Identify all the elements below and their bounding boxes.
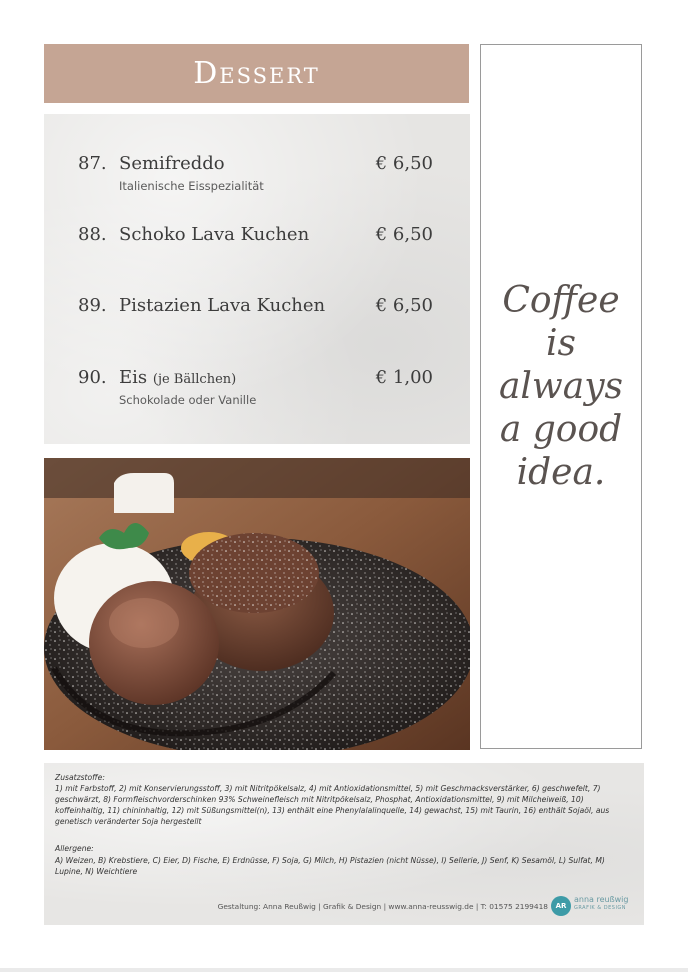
item-number: 89.	[78, 295, 107, 316]
quote-line: idea.	[516, 452, 606, 493]
quote-line: always	[498, 366, 624, 407]
milk-jug	[114, 473, 174, 513]
dessert-menu-list	[44, 114, 470, 444]
item-name: Schoko Lava Kuchen	[119, 224, 310, 245]
item-price: € 6,50	[375, 295, 433, 316]
item-name-note: (je Bällchen)	[152, 372, 237, 387]
designer-logo-text	[574, 896, 628, 912]
allergens-title: Allergene:	[55, 844, 94, 853]
menu-header	[44, 44, 469, 103]
item-description: Schokolade oder Vanille	[119, 393, 257, 407]
quote-line: Coffee	[502, 280, 620, 321]
lava-cake-illustration	[44, 458, 470, 750]
item-name-text: Eis	[119, 367, 148, 388]
page-title: Dessert	[193, 56, 320, 91]
item-number: 90.	[78, 367, 107, 388]
item-number: 87.	[78, 153, 107, 174]
item-description: Italienische Eisspezialität	[119, 179, 264, 193]
quote-line: a good	[499, 409, 623, 450]
allergens-text: A) Weizen, B) Krebstiere, C) Eier, D) Fische, E) Erdnüsse, F) Soja, G) Milch, H) Pistazien (nicht Nüsse), I) Sellerie, J) Senf, K) Sesamöl, L) Sulfat, M) Lupine, N) Weichtiere	[55, 856, 605, 876]
item-price: € 6,50	[375, 153, 433, 174]
designer-logo-icon: AR	[551, 896, 571, 916]
item-price: € 6,50	[375, 224, 433, 245]
item-number: 88.	[78, 224, 107, 245]
page-bottom-edge	[0, 968, 688, 972]
additives-title: Zusatzstoffe:	[55, 773, 105, 782]
item-name: Pistazien Lava Kuchen	[119, 295, 326, 316]
quote-panel	[480, 44, 642, 749]
additives-text: 1) mit Farbstoff, 2) mit Konservierungsstoff, 3) mit Nitritpökelsalz, 4) mit Antioxidationsmittel, 5) mit Geschmacksverstärker, 6) geschwefelt, 7) geschwärzt, 8) Formfleischvorderschinken 93% Schweinefleisch mit Nitritpökelsalz, Phosphat, Antioxidationsmittel, 9) mit Milcheiweiß, 10) koffeinhaltig, 11) chininhaltig, 12) mit Süßungsmittel(n), 13) enthält eine Phenylalalinquelle, 14) gewachst, 15) mit Taurin, 16) enthält Sojaöl, aus genetisch veränderter Soja hergestellt	[55, 784, 610, 826]
item-name: Semifreddo	[119, 153, 225, 174]
coffee-quote	[481, 279, 641, 494]
logo-name: anna reußwig	[574, 895, 629, 904]
logo-tagline: GRAFIK & DESIGN	[574, 905, 627, 911]
footer-legend	[44, 763, 644, 925]
item-price: € 1,00	[375, 367, 433, 388]
designer-credit: Gestaltung: Anna Reußwig | Grafik & Design | www.anna-reusswig.de | T: 01575 2199418	[217, 902, 548, 911]
item-name	[119, 367, 236, 388]
dessert-photo	[44, 458, 470, 750]
quote-line: is	[546, 323, 576, 364]
